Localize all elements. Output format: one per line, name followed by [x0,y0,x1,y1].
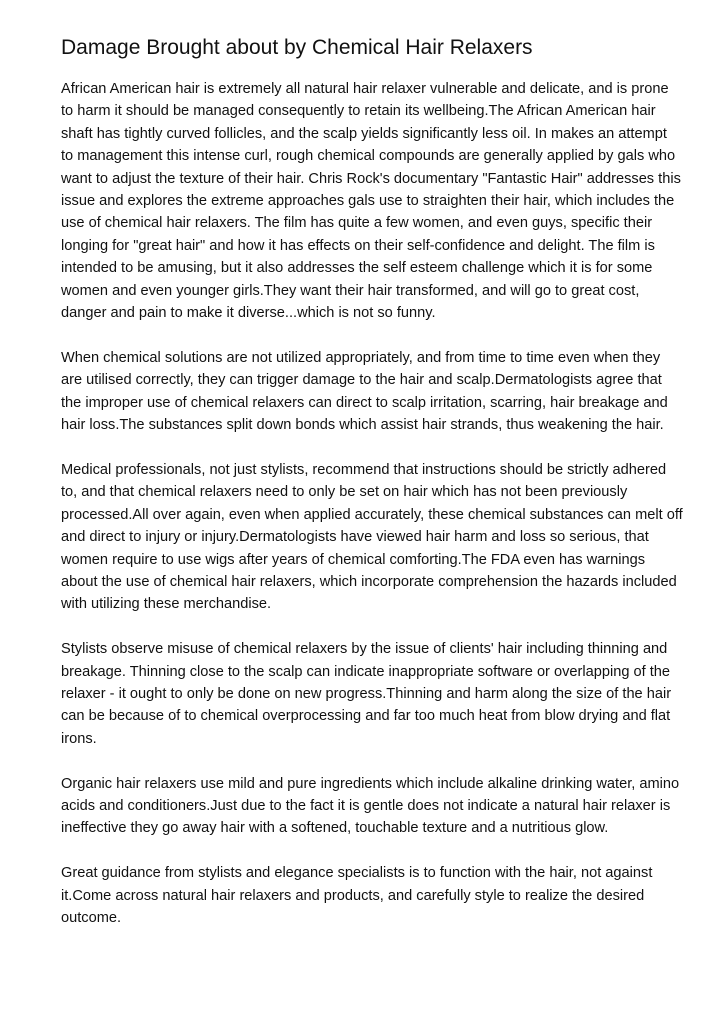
document-body [61,78,683,929]
paragraph-5: Organic hair relaxers use mild and pure ingredients which include alkaline drinking water, amino acids and conditioners.Just due to the fact it is gentle does not indicate a natural hair relaxer is ineffective they go away hair with a softened, touchable texture and a nutritious glow. [61,775,680,837]
paragraph-3: Medical professionals, not just stylists, recommend that instructions should be strictly adhered to, and that chemical relaxers need to only be set on hair which has not been previously processed.All over again, even when applied accurately, these chemical substances can melt off and direct to injury or injury.Dermatologists have viewed hair harm and loss so serious, that women require to use wigs after years of chemical comforting.The FDA even has warnings about the use of chemical hair relaxers, which incorporate comprehension the hazards included with utilizing these merchandise. [61,461,683,613]
document-title: Damage Brought about by Chemical Hair Relaxers [61,36,533,59]
paragraph-2: When chemical solutions are not utilized appropriately, and from time to time even when they are utilised correctly, they can trigger damage to the hair and scalp.Dermatologists agree that the improper use of chemical relaxers can direct to scalp irritation, scarring, hair breakage and hair loss.The substances split down bonds which assist hair strands, thus weakening the hair. [61,349,668,434]
paragraph-4: Stylists observe misuse of chemical relaxers by the issue of clients' hair including thinning and breakage. Thinning close to the scalp can indicate inappropriate software or overlapping of the relaxer - it ought to only be done on new progress.Thinning and harm along the size of the hair can be because of to chemical overprocessing and far too much heat from blow drying and flat irons. [61,641,672,747]
document-page [61,34,683,952]
paragraph-6: Great guidance from stylists and elegance specialists is to function with the hair, not against it.Come across natural hair relaxers and products, and carefully style to realize the desired outcome. [61,865,653,926]
paragraph-1: African American hair is extremely all natural hair relaxer vulnerable and delicate, and is prone to harm it should be managed consequently to retain its wellbeing.The African American hair shaft has tightly curved follicles, and the scalp yields significantly less oil. In makes an attempt to management this intense curl, rough chemical compounds are generally applied by gals who want to adjust the texture of their hair. Chris Rock's documentary "Fantastic Hair" addresses this issue and explores the extreme approaches gals use to straighten their hair, which includes the use of chemical hair relaxers. The film has quite a few women, and even guys, specific their longing for "great hair" and how it has effects on their self-confidence and delight. The film is intended to be amusing, but it also addresses the self esteem challenge which it is for some women and even younger girls.They want their hair transformed, and will go to great cost, danger and pain to make it diverse...which is not so funny. [61,81,681,322]
